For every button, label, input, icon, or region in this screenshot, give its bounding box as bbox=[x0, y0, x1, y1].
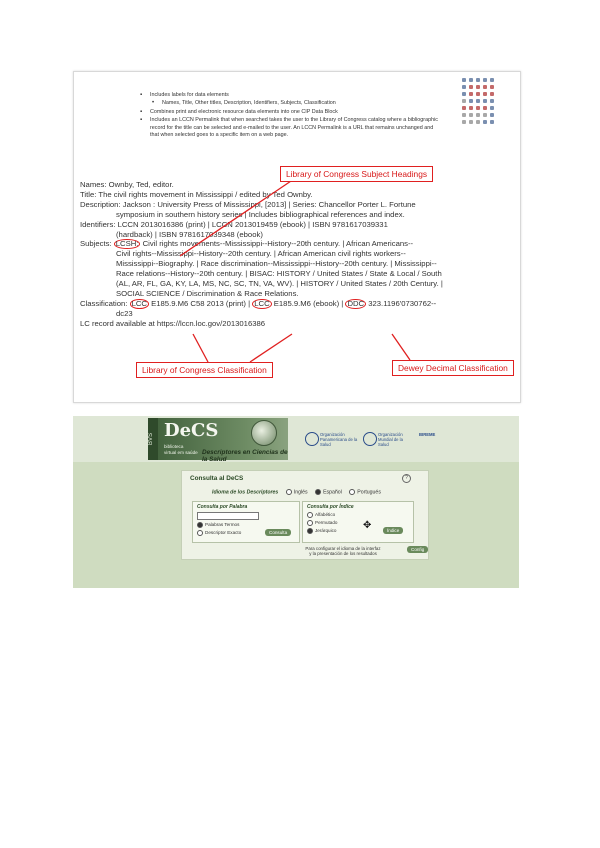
decs-banner bbox=[73, 416, 519, 462]
ddc-circle: DDC bbox=[347, 298, 365, 308]
language-selector bbox=[212, 489, 381, 495]
help-icon[interactable]: ? bbox=[402, 474, 411, 483]
bullet-item: ▪ Combines print and electronic resource data elements into one CIP Data Block bbox=[140, 109, 440, 116]
decs-name: DeCS bbox=[164, 420, 219, 441]
cursor-icon: ✥ bbox=[363, 520, 372, 531]
callout-lcsh: Library of Congress Subject Headings bbox=[280, 166, 433, 182]
globe-icon bbox=[251, 420, 277, 446]
consult-button[interactable]: Consulta bbox=[265, 529, 291, 536]
slide-decs-screenshot bbox=[73, 416, 519, 588]
slide-cip-data-block bbox=[73, 71, 521, 403]
org-paho[interactable]: Organización Panamericana de la Salud bbox=[320, 432, 358, 447]
arrow-lcc-2 bbox=[250, 334, 292, 362]
record-names: Names: Ownby, Ted, editor. bbox=[80, 180, 174, 189]
index-query-title: Consulta por Índice bbox=[307, 504, 354, 510]
radio-spanish[interactable] bbox=[315, 489, 321, 495]
radio-portuguese[interactable] bbox=[349, 489, 355, 495]
org-bireme[interactable]: BIREME bbox=[419, 432, 436, 437]
record-description-cont: symposium in southern history series | Includes bibliographical references and index. bbox=[116, 209, 405, 219]
classification-text: 323.1196'0730762-- bbox=[368, 298, 437, 308]
bullet-item: ▪ Includes labels for data elements bbox=[140, 92, 440, 99]
option-label: Español bbox=[323, 489, 342, 496]
option-permuted[interactable]: Permutado bbox=[307, 520, 337, 526]
config-note-line: y la presentación de los resultados bbox=[309, 551, 377, 557]
classification-text: E185.9.M6 C58 2013 (print) | bbox=[151, 298, 251, 308]
callout-lcc: Library of Congress Classification bbox=[136, 362, 273, 378]
record-subjects-cont: Civil rights--Mississippi--History--20th century. | African American civil rights workers-- bbox=[116, 249, 406, 259]
panel-title: Consulta al DeCS bbox=[190, 475, 244, 482]
record-subjects-cont: SOCIAL SCIENCE / Discrimination & Race Relations. bbox=[116, 289, 299, 299]
bullet-item: ▪ Includes an LCCN Permalink that when searched takes the user to the Library of Congress catalog where a bibliographic record for the title can be selected and e-mailed to the user. An LCCN Permalink is a URL that remains unchanged and that when selected goes to a specific item on a web page. bbox=[140, 117, 440, 139]
index-query-box bbox=[302, 501, 414, 543]
logo-subtitle: biblioteca bbox=[164, 444, 184, 449]
classification-text: E185.9.M6 (ebook) | bbox=[273, 298, 344, 308]
lcc-circle-2: LCC bbox=[254, 298, 270, 308]
record-lc-link: LC record available at https://lccn.loc.gov/2013016386 bbox=[80, 318, 266, 328]
word-query-box bbox=[192, 501, 300, 543]
logo-description: Descriptores en Ciencias de la Salud bbox=[202, 449, 288, 463]
config-note bbox=[283, 546, 403, 557]
config-button[interactable]: Config bbox=[407, 546, 428, 553]
record-subjects-cont: (AL, AR, FL, GA, KY, LA, MS, NC, SC, TN, VA, WV). | HISTORY / United States / 20th Century. | bbox=[116, 279, 443, 289]
record-title: Title: The civil rights movement in Mississippi / edited by Ted Ownby. bbox=[80, 189, 313, 199]
callout-ddc: Dewey Decimal Classification bbox=[392, 360, 514, 376]
lcc-circle-1: LCC bbox=[131, 298, 147, 308]
record-description: Description: Jackson : University Press of Mississippi, [2013] | Series: Chancellor Porter L. Fortune bbox=[80, 199, 416, 209]
option-words[interactable]: Palabras Termos bbox=[197, 522, 239, 528]
option-alphabetic[interactable]: Alfabético bbox=[307, 512, 335, 518]
option-label: Inglés bbox=[293, 489, 308, 496]
who-icon bbox=[363, 432, 377, 446]
logo-subtitle: virtual em saúde bbox=[164, 450, 198, 455]
option-exact[interactable]: Descriptor Exacto bbox=[197, 530, 241, 536]
bvs-label: BVS bbox=[148, 418, 158, 460]
arrow-lcc-1 bbox=[193, 334, 208, 362]
record-subjects-cont: Mississippi--Biography. | Race discrimination--Mississippi--History--20th century. | Mississippi-- bbox=[116, 259, 437, 269]
classification-label: Classification: bbox=[80, 298, 128, 308]
subjects-label: Subjects: bbox=[80, 239, 112, 249]
radio-english[interactable] bbox=[286, 489, 292, 495]
record-identifiers-cont: (hardback) | ISBN 9781617039348 (ebook) bbox=[116, 229, 263, 239]
callout-arrows bbox=[74, 72, 520, 402]
subjects-text: Civil rights movements--Mississippi--History--20th century. | African Americans-- bbox=[142, 239, 414, 249]
arrow-ddc bbox=[392, 334, 410, 360]
record-subjects-cont: Race relations--History--20th century. | BISAC: HISTORY / United States / State & Local / South bbox=[116, 269, 442, 279]
word-query-title: Consulta por Palabra bbox=[197, 504, 248, 510]
org-who[interactable]: Organización Mundial de la Salud bbox=[378, 432, 403, 447]
bullet-subitem: • Names, Title, Other titles, Description, Identifiers, Subjects, Classification bbox=[140, 100, 440, 107]
option-label: Portugués bbox=[357, 489, 381, 496]
option-hierarchical[interactable]: Jerárquico bbox=[307, 528, 336, 534]
record-identifiers: Identifiers: LCCN 2013016386 (print) | LCCN 2013019459 (ebook) | ISBN 9781617039331 bbox=[80, 219, 388, 229]
paho-icon bbox=[305, 432, 319, 446]
word-query-input[interactable] bbox=[197, 512, 259, 520]
index-button[interactable]: Índice bbox=[383, 527, 403, 534]
record-classification-cont: dc23 bbox=[116, 308, 133, 318]
language-label: Idioma de los Descriptores bbox=[212, 489, 279, 496]
config-note-line: Para configurar el idioma de la interfaz bbox=[305, 546, 381, 551]
arrow-lcsh bbox=[180, 179, 294, 256]
lcsh-circle: LCSH: bbox=[115, 239, 139, 249]
